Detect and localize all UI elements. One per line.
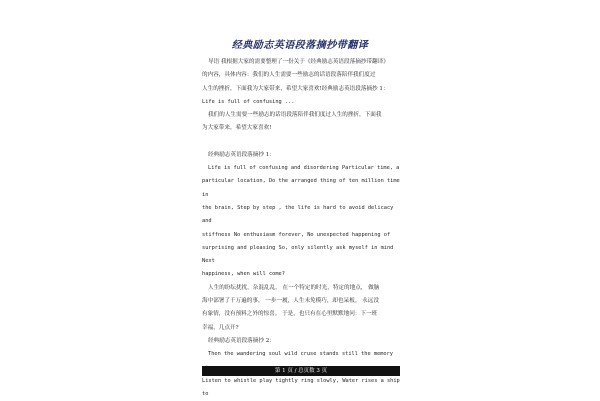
summary-line: 我们的人生需要一些励志的话语段落陪伴我们度过人生的挫折，下面我 (208, 112, 382, 119)
english-line: Listen to whistle play tightly ring slowly, Water rises a ship to (202, 377, 400, 398)
chinese-line: 幸福，几点开? (202, 324, 239, 331)
page-footer: 第 1 页 / 总页数 3 页 (202, 366, 400, 376)
summary-line: 为大家带来，希望大家喜欢! (202, 125, 272, 132)
english-line: Life is full of confusing and disordering Particular time, a (208, 165, 400, 172)
chinese-line: 海中部署了千万遍的事， 一步一履，人生未免模巧，却也呆板。 永远没 (202, 298, 379, 305)
paragraph-gap (202, 136, 400, 149)
intro-line: 人生的挫折，下面我为大家带来，希望大家喜欢!经典励志英语段落摘抄 1： (202, 85, 389, 92)
chinese-line: 人生的纷纭扰扰，杂混乱乱， 在一个特定的时光，特定的地点， 做脑 (208, 284, 380, 291)
intro-line: 的内容，具体内容：我们的人生需要一些励志的话语段落陪伴我们度过 (202, 72, 376, 79)
section-heading: 经典励志英语段落摘抄 2： (208, 337, 275, 344)
english-line: Then the wandering soul wild cruse stands still the memory (208, 351, 393, 358)
page-title: 经典励志英语段落摘抄带翻译 (231, 40, 369, 51)
section-heading: 经典励志英语段落摘抄 1： (208, 151, 275, 158)
english-line: stiffness No enthusiasm forever, No unexpected happening of (202, 231, 391, 238)
english-line: happiness, when will come? (202, 271, 285, 278)
document-body (202, 56, 400, 401)
intro-line: Life is full of confusing ... (202, 98, 295, 105)
intro-line: 导语 我根据大家的需要整理了一份关于《经典励志英语段落摘抄带翻译》 (208, 59, 389, 65)
english-line: surprising and pleasing So, only silently ask myself in mind Next (202, 244, 394, 265)
english-line: the brain, Step by step , the life is hard to avoid delicacy and (202, 204, 394, 225)
chinese-line: 有象情，没有预料之外的惊喜。 于是，也只有在心里默默地问：下一班 (202, 311, 378, 318)
english-line: particular location, Do the arranged thing of ten million time in (202, 178, 400, 198)
